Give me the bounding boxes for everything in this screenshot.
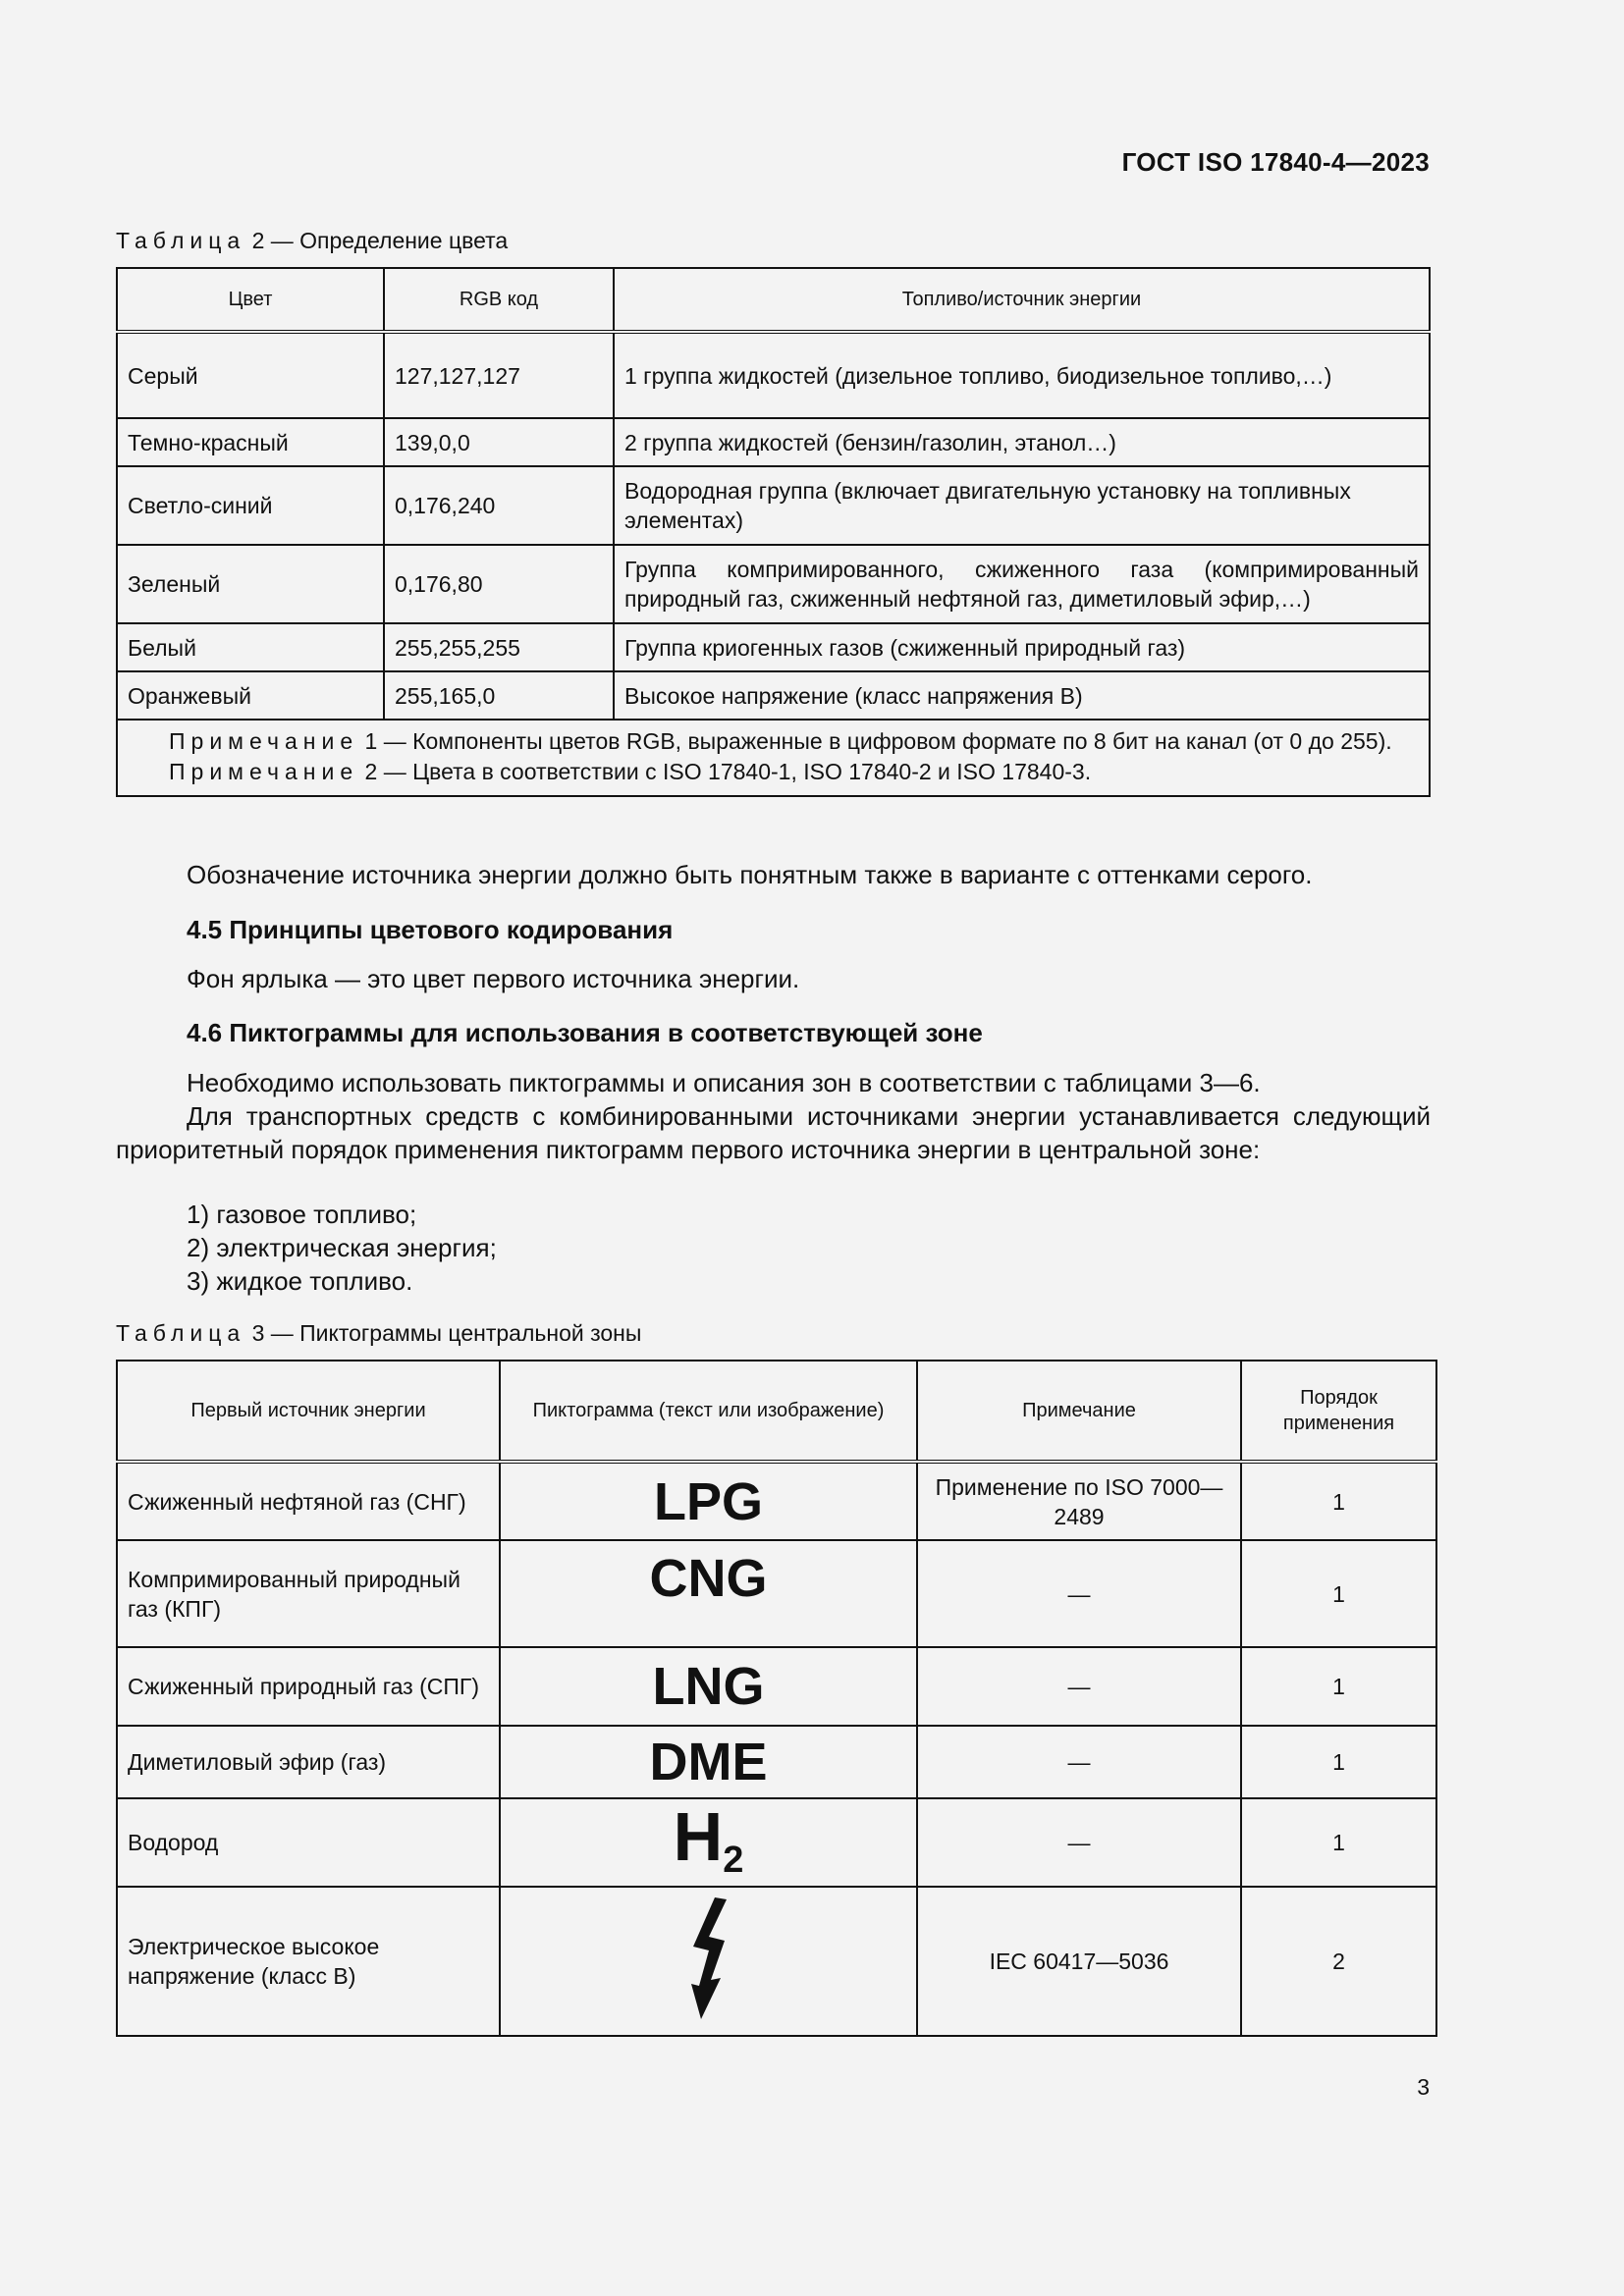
note-2-text: 2 — Цвета в соответствии с ISO 17840-1, ISO 17840-2 и ISO 17840-3. <box>364 759 1092 784</box>
table-row <box>117 466 1430 545</box>
table-header-row <box>117 1361 1436 1462</box>
column-header-energy-source: Первый источник энергии <box>117 1361 500 1462</box>
table-notes <box>117 720 1430 796</box>
cell-order: 1 <box>1241 1726 1436 1798</box>
paragraph-background: Фон ярлыка — это цвет первого источника энергии. <box>187 964 800 993</box>
cell-fuel: 1 группа жидкостей (дизельное топливо, биодизельное топливо,…) <box>614 332 1430 418</box>
pictogram-h2 <box>500 1798 917 1887</box>
cell-energy-source: Сжиженный природный газ (СПГ) <box>117 1647 500 1726</box>
cell-fuel: 2 группа жидкостей (бензин/газолин, этанол…) <box>614 418 1430 466</box>
table-row <box>117 1462 1436 1540</box>
section-heading-4-6: 4.6 Пиктограммы для использования в соответствующей зоне <box>187 1018 983 1047</box>
cell-order: 1 <box>1241 1798 1436 1887</box>
table3-caption <box>116 1320 641 1347</box>
section-heading-4-5: 4.5 Принципы цветового кодирования <box>187 915 674 944</box>
pictogram-h2-subscript: 2 <box>723 1840 744 1881</box>
cell-color: Белый <box>117 623 384 671</box>
cell-note: — <box>917 1798 1241 1887</box>
note-2-label: Примечание <box>169 759 359 784</box>
paragraph-priority: Для транспортных средств с комбинированными источниками энергии устанавливается следующий приоритетный порядок применения пиктограмм первого источника энергии в центральной зоне: <box>116 1101 1431 1164</box>
column-header-order: Порядок применения <box>1241 1361 1436 1462</box>
paragraph-grayscale: Обозначение источника энергии должно быть понятным также в варианте с оттенками серого. <box>187 860 1313 889</box>
cell-color: Серый <box>117 332 384 418</box>
pictogram-dme: DME <box>500 1726 917 1798</box>
table2-caption-label: Таблица <box>116 228 246 253</box>
central-zone-pictogram-table <box>116 1360 1437 2037</box>
table-row <box>117 1887 1436 2036</box>
cell-energy-source: Водород <box>117 1798 500 1887</box>
table-row <box>117 545 1430 623</box>
cell-energy-source: Диметиловый эфир (газ) <box>117 1726 500 1798</box>
cell-rgb: 139,0,0 <box>384 418 614 466</box>
column-header-pictogram: Пиктограмма (текст или изображение) <box>500 1361 917 1462</box>
pictogram-lpg: LPG <box>500 1462 917 1540</box>
color-definition-table <box>116 267 1431 797</box>
note-1 <box>128 726 1419 757</box>
pictogram-high-voltage <box>500 1887 917 2036</box>
pictogram-lng: LNG <box>500 1647 917 1726</box>
table-row <box>117 1540 1436 1647</box>
cell-order: 1 <box>1241 1540 1436 1647</box>
cell-note: IEC 60417—5036 <box>917 1887 1241 2036</box>
cell-note: — <box>917 1726 1241 1798</box>
table3-caption-title: 3 — Пиктограммы центральной зоны <box>251 1320 642 1346</box>
cell-note: Применение по ISO 7000—2489 <box>917 1462 1241 1540</box>
table-header-row <box>117 268 1430 332</box>
list-item: 1) газовое топливо; <box>187 1200 417 1229</box>
cell-fuel: Группа криогенных газов (сжиженный природный газ) <box>614 623 1430 671</box>
note-1-label: Примечание <box>169 728 359 754</box>
paragraph-use: Необходимо использовать пиктограммы и описания зон в соответствии с таблицами 3—6. <box>187 1068 1261 1097</box>
cell-color: Зеленый <box>117 545 384 623</box>
cell-fuel: Группа компримированного, сжиженного газа (компримированный природный газ, сжиженный нефтяной газ, диметиловый эфир,…) <box>614 545 1430 623</box>
standard-designation: ГОСТ ISO 17840-4—2023 <box>1121 147 1430 177</box>
cell-color: Темно-красный <box>117 418 384 466</box>
column-header-note: Примечание <box>917 1361 1241 1462</box>
table-row <box>117 1647 1436 1726</box>
table-row <box>117 1798 1436 1887</box>
cell-rgb: 0,176,80 <box>384 545 614 623</box>
list-item: 3) жидкое топливо. <box>187 1266 413 1296</box>
note-1-text: 1 — Компоненты цветов RGB, выраженные в цифровом формате по 8 бит на канал (от 0 до 255). <box>364 728 1392 754</box>
table-row <box>117 671 1430 720</box>
cell-order: 1 <box>1241 1462 1436 1540</box>
cell-rgb: 255,165,0 <box>384 671 614 720</box>
note-2 <box>128 757 1419 787</box>
cell-rgb: 127,127,127 <box>384 332 614 418</box>
list-item: 2) электрическая энергия; <box>187 1233 497 1262</box>
high-voltage-arrow-icon <box>679 1896 738 2021</box>
cell-fuel: Водородная группа (включает двигательную установку на топливных элементах) <box>614 466 1430 545</box>
cell-order: 1 <box>1241 1647 1436 1726</box>
table-row <box>117 1726 1436 1798</box>
cell-color: Светло-синий <box>117 466 384 545</box>
cell-fuel: Высокое напряжение (класс напряжения В) <box>614 671 1430 720</box>
cell-color: Оранжевый <box>117 671 384 720</box>
cell-order: 2 <box>1241 1887 1436 2036</box>
table3-caption-label: Таблица <box>116 1320 246 1346</box>
cell-energy-source: Сжиженный нефтяной газ (СНГ) <box>117 1462 500 1540</box>
column-header-fuel: Топливо/источник энергии <box>614 268 1430 332</box>
page-number: 3 <box>1417 2074 1430 2100</box>
cell-energy-source: Электрическое высокое напряжение (класс В) <box>117 1887 500 2036</box>
cell-rgb: 255,255,255 <box>384 623 614 671</box>
table-notes-row <box>117 720 1430 796</box>
pictogram-cng: CNG <box>500 1540 917 1647</box>
table-row <box>117 418 1430 466</box>
table2-caption-title: 2 — Определение цвета <box>251 228 509 253</box>
cell-rgb: 0,176,240 <box>384 466 614 545</box>
cell-note: — <box>917 1647 1241 1726</box>
table2-caption <box>116 228 508 254</box>
table-row <box>117 623 1430 671</box>
cell-energy-source: Компримированный природный газ (КПГ) <box>117 1540 500 1647</box>
column-header-color: Цвет <box>117 268 384 332</box>
column-header-rgb: RGB код <box>384 268 614 332</box>
table-row <box>117 332 1430 418</box>
pictogram-h2-main: H <box>673 1798 724 1875</box>
cell-note: — <box>917 1540 1241 1647</box>
